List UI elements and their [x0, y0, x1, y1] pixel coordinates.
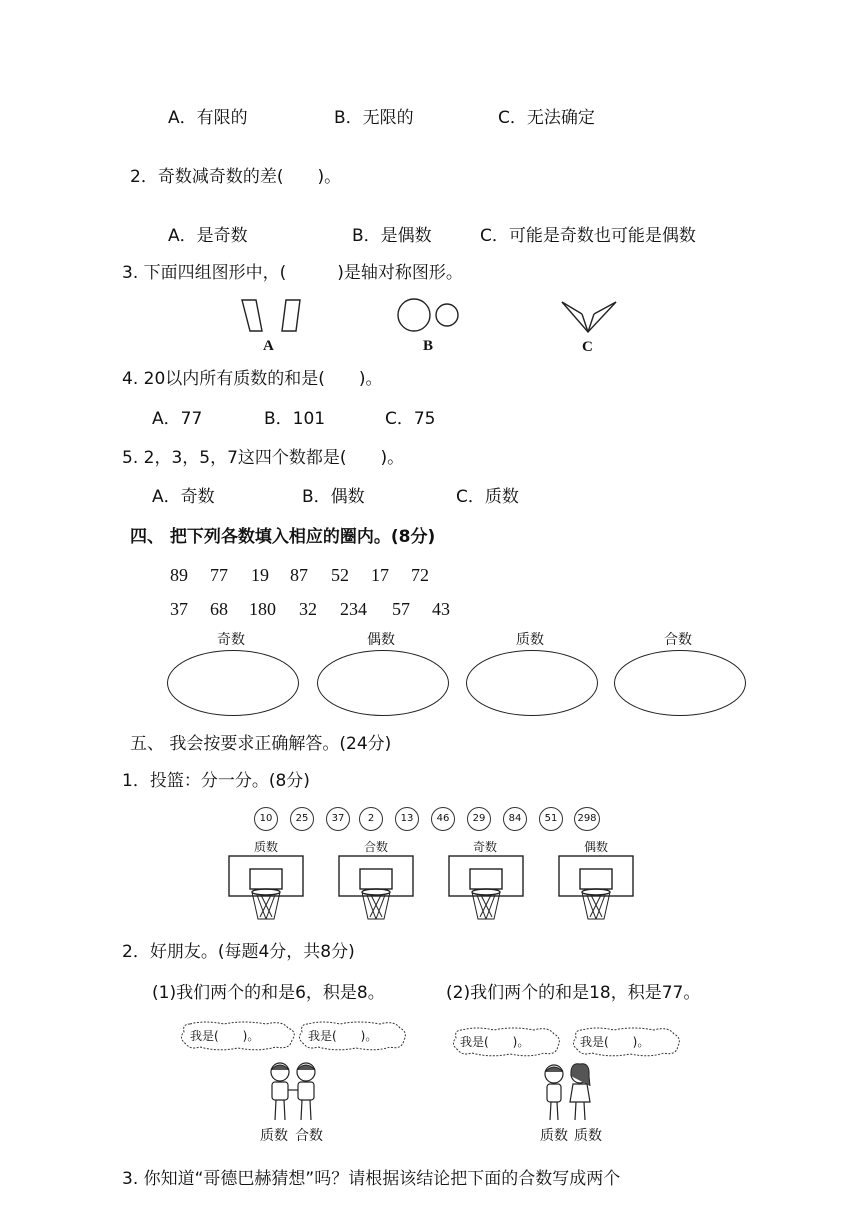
q5-option-a: A．奇数	[152, 487, 215, 507]
basketball: 29	[467, 807, 491, 831]
q1-option-c: C．无法确定	[498, 108, 595, 128]
q4-option-c: C．75	[385, 409, 436, 429]
q1-option-b: B．无限的	[334, 108, 414, 128]
q5-stem: 5. 2，3，5，7这四个数都是( )。	[122, 448, 405, 468]
q2-option-c: C．可能是奇数也可能是偶数	[480, 226, 696, 246]
basketball: 46	[431, 807, 455, 831]
answer-circle-composite[interactable]	[614, 650, 746, 716]
hoop-label-prime: 质数	[254, 840, 279, 854]
number: 77	[210, 565, 228, 585]
circle-label-prime: 质数	[516, 632, 544, 648]
q4-option-b: B．101	[264, 409, 326, 429]
q5-option-b: B．偶数	[302, 487, 365, 507]
basketball-hoop-odd[interactable]	[448, 855, 524, 925]
cartoon-kids-pair-2	[540, 1062, 596, 1124]
p2-sub2: (2)我们两个的和是18，积是77。	[446, 983, 701, 1003]
number: 52	[331, 565, 349, 585]
two-circles-figure	[394, 298, 464, 334]
basketball-hoop-even[interactable]	[558, 855, 634, 925]
basketball: 10	[254, 807, 278, 831]
answer-circle-even[interactable]	[317, 650, 449, 716]
answer-circle-odd[interactable]	[167, 650, 299, 716]
hoop-label-composite: 合数	[364, 840, 389, 854]
q2-option-b: B．是偶数	[352, 226, 432, 246]
number: 43	[432, 599, 450, 619]
basketball-hoop-prime[interactable]	[228, 855, 304, 925]
basketball: 84	[503, 807, 527, 831]
bubble-text-3: 我是( )。	[460, 1035, 530, 1049]
basketball: 51	[539, 807, 563, 831]
number: 68	[210, 599, 228, 619]
number: 17	[371, 565, 389, 585]
section5-title: 五、 我会按要求正确解答。(24分)	[130, 734, 392, 754]
triangles-figure	[560, 300, 620, 336]
q1-option-a: A．有限的	[168, 108, 248, 128]
hoop-label-odd: 奇数	[473, 840, 498, 854]
p2-sub1: (1)我们两个的和是6，积是8。	[152, 983, 385, 1003]
number: 37	[170, 599, 188, 619]
number: 57	[392, 599, 410, 619]
figure-label-c: C	[582, 339, 593, 355]
q4-option-a: A．77	[152, 409, 203, 429]
basketball: 37	[326, 807, 350, 831]
kid-label-2: 合数	[295, 1128, 323, 1144]
q4-stem: 4. 20以内所有质数的和是( )。	[122, 369, 383, 389]
basketball: 25	[290, 807, 314, 831]
number: 180	[249, 599, 276, 619]
kid-label-4: 质数	[574, 1128, 602, 1144]
number: 72	[411, 565, 429, 585]
q2-option-a: A．是奇数	[168, 226, 248, 246]
answer-circle-prime[interactable]	[466, 650, 598, 716]
bubble-text-2: 我是( )。	[308, 1029, 378, 1043]
kid-label-1: 质数	[260, 1128, 288, 1144]
number: 87	[290, 565, 308, 585]
cartoon-kids-pair-1	[262, 1060, 326, 1126]
bubble-text-1: 我是( )。	[190, 1029, 260, 1043]
figure-label-a: A	[263, 338, 274, 354]
basketball: 2	[359, 807, 383, 831]
section4-title: 四、 把下列各数填入相应的圈内。(8分)	[130, 527, 436, 547]
circle-label-even: 偶数	[367, 632, 395, 648]
q5-option-c: C．质数	[456, 487, 519, 507]
figure-label-b: B	[423, 338, 434, 354]
basketball: 13	[395, 807, 419, 831]
circle-label-composite: 合数	[664, 632, 692, 648]
p2-stem: 2．好朋友。(每题4分，共8分)	[122, 942, 355, 962]
number: 19	[251, 565, 269, 585]
number: 32	[299, 599, 317, 619]
hoop-label-even: 偶数	[584, 840, 609, 854]
p1-stem: 1．投篮：分一分。(8分)	[122, 771, 310, 791]
basketball-hoop-composite[interactable]	[338, 855, 414, 925]
number: 234	[340, 599, 367, 619]
trapezoid-pair-figure	[236, 298, 306, 334]
basketball: 298	[574, 807, 600, 831]
q3-stem: 3. 下面四组图形中，( )是轴对称图形。	[122, 263, 463, 283]
kid-label-3: 质数	[540, 1128, 568, 1144]
bubble-text-4: 我是( )。	[580, 1035, 650, 1049]
number: 89	[170, 565, 188, 585]
q2-stem: 2．奇数减奇数的差( )。	[130, 167, 342, 187]
p3-stem: 3. 你知道“哥德巴赫猜想”吗？请根据该结论把下面的合数写成两个	[122, 1169, 621, 1189]
circle-label-odd: 奇数	[217, 632, 245, 648]
